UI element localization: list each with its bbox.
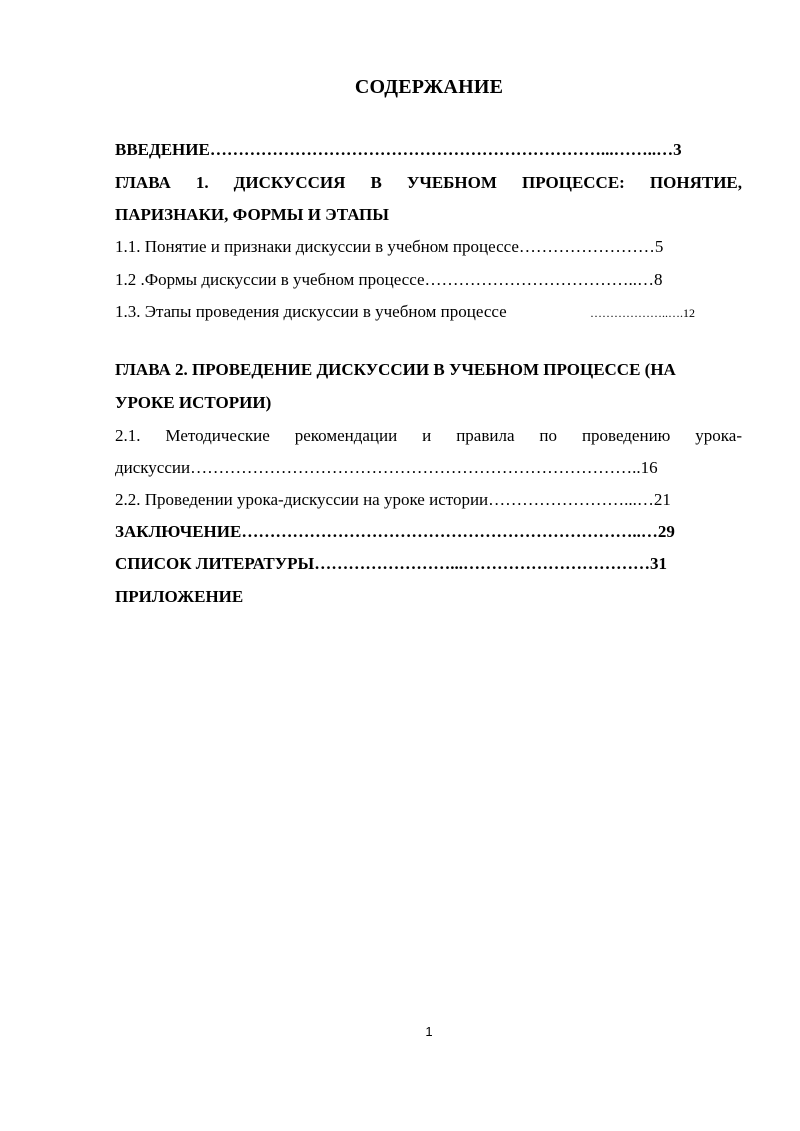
toc-word: правила bbox=[456, 426, 515, 445]
toc-entry-introduction: ВВЕДЕНИЕ……………………………………………………………...……..…3 bbox=[115, 140, 682, 159]
toc-word: 2.1. bbox=[115, 426, 141, 445]
toc-entry-appendix: ПРИЛОЖЕНИЕ bbox=[115, 587, 244, 606]
toc-word: и bbox=[422, 426, 432, 445]
toc-entry-chapter1-line1 bbox=[115, 172, 742, 194]
toc-entry-section-2-1-line1 bbox=[115, 425, 742, 447]
toc-word: урока- bbox=[695, 426, 743, 445]
toc-entry-chapter2-line2: УРОКЕ ИСТОРИИ) bbox=[115, 393, 272, 412]
toc-word: Методические bbox=[165, 426, 270, 445]
toc-entry-section-1-3-dots: ………………..….12 bbox=[590, 306, 695, 320]
toc-entry-section-1-3: 1.3. Этапы проведения дискуссии в учебном процессе bbox=[115, 302, 507, 321]
toc-word: В bbox=[370, 173, 382, 192]
toc-entry-section-1-2: 1.2 .Формы дискуссии в учебном процессе………………………………..…8 bbox=[115, 270, 663, 289]
toc-word: ГЛАВА bbox=[115, 173, 171, 192]
toc-word: рекомендации bbox=[294, 426, 398, 445]
toc-entry-chapter1-line2: ПАРИЗНАКИ, ФОРМЫ И ЭТАПЫ bbox=[115, 205, 389, 224]
toc-word: по bbox=[539, 426, 558, 445]
toc-word: проведению bbox=[581, 426, 671, 445]
toc-word: ПОНЯТИЕ, bbox=[649, 173, 743, 192]
toc-entry-section-1-1: 1.1. Понятие и признаки дискуссии в учебном процессе……………………5 bbox=[115, 237, 664, 256]
toc-entry-section-2-1-line2: дискуссии……………………………………………………………………..16 bbox=[115, 458, 658, 477]
page-title: СОДЕРЖАНИЕ bbox=[354, 76, 504, 98]
toc-entry-section-2-2: 2.2. Проведении урока-дискуссии на уроке истории……………………...…21 bbox=[115, 490, 671, 509]
toc-word: ДИСКУССИЯ bbox=[233, 173, 346, 192]
toc-entry-chapter2-line1: ГЛАВА 2. ПРОВЕДЕНИЕ ДИСКУССИИ В УЧЕБНОМ ПРОЦЕССЕ (НА bbox=[115, 360, 676, 379]
toc-entry-references: СПИСОК ЛИТЕРАТУРЫ……………………...……………………………31 bbox=[115, 554, 668, 573]
toc-word: 1. bbox=[195, 173, 209, 192]
toc-word: УЧЕБНОМ bbox=[406, 173, 497, 192]
toc-word: ПРОЦЕССЕ: bbox=[521, 173, 625, 192]
toc-entry-conclusion: ЗАКЛЮЧЕНИЕ……………………………………………………………..…29 bbox=[115, 522, 675, 541]
page-number: 1 bbox=[425, 1024, 433, 1039]
